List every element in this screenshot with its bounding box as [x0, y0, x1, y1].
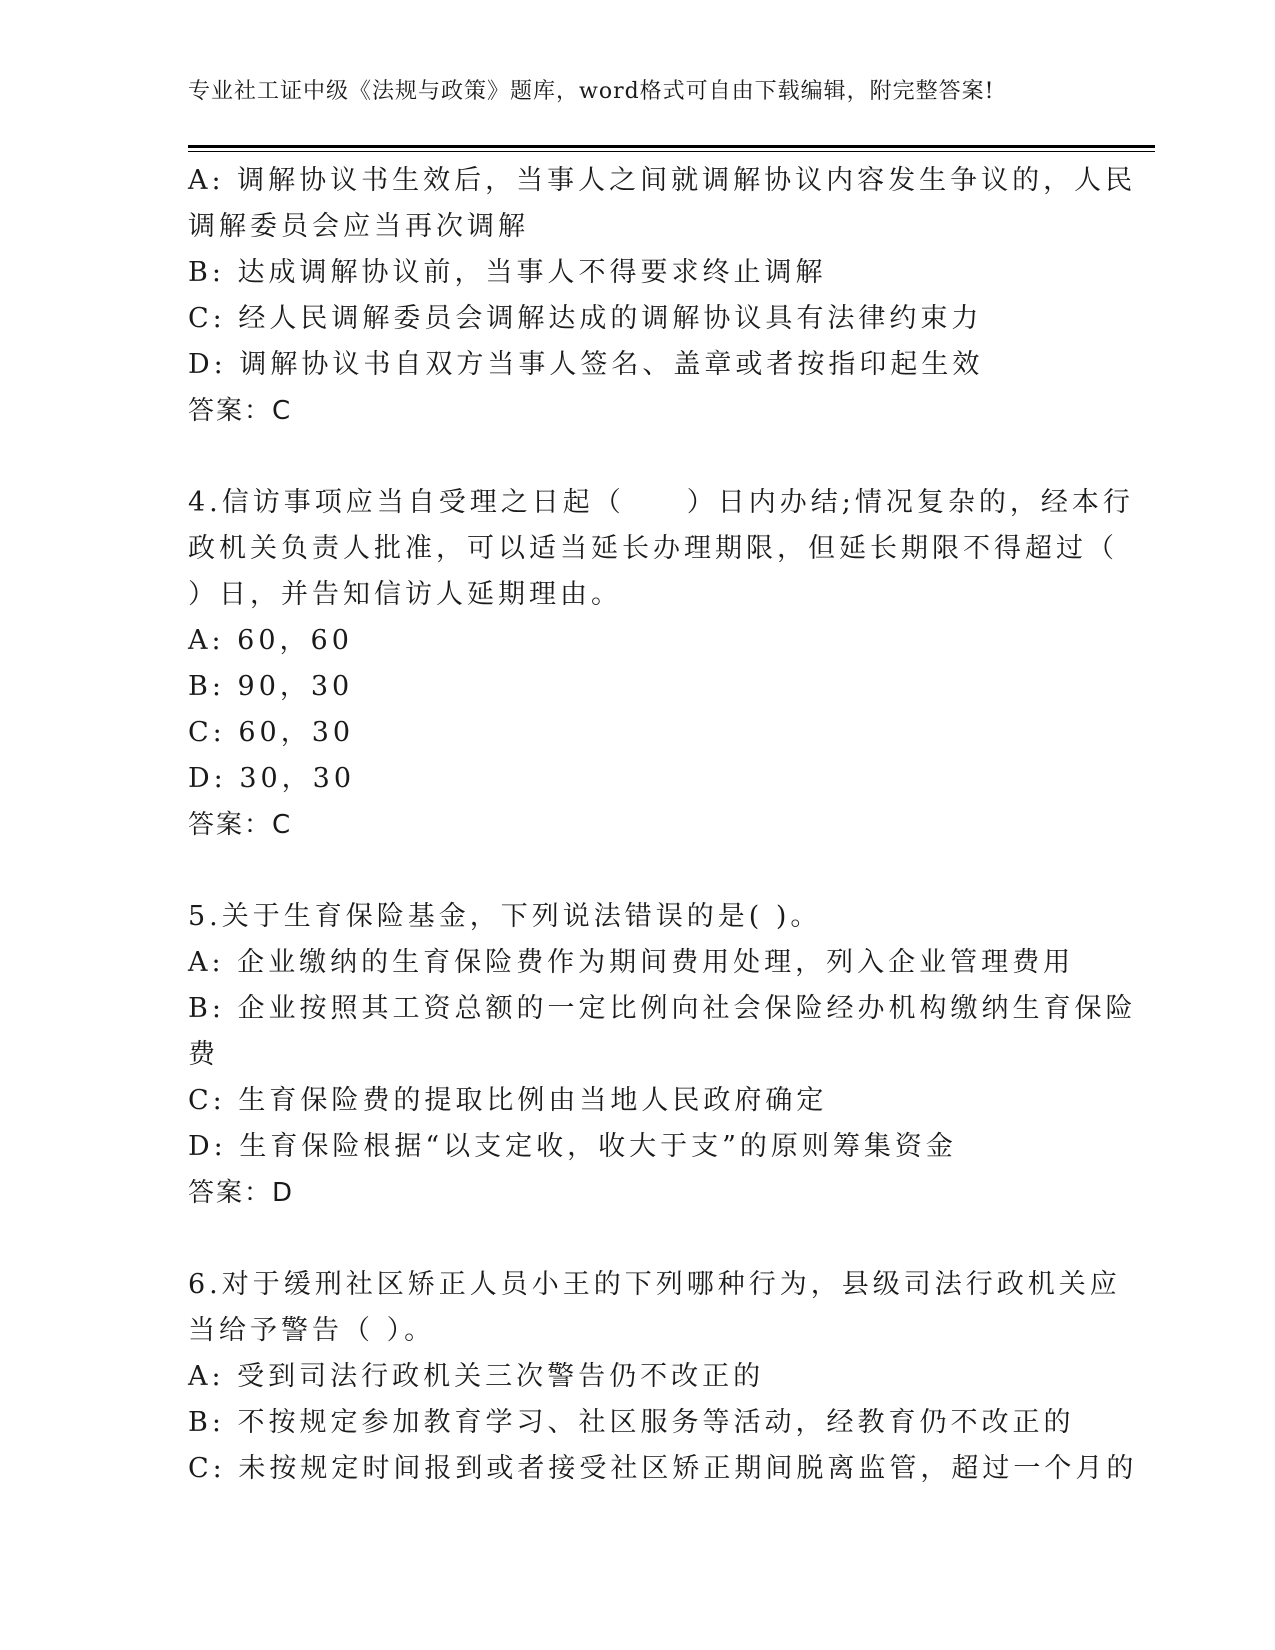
page-header: 专业社工证中级《法规与政策》题库，word格式可自由下载编辑，附完整答案!: [188, 79, 995, 104]
answer-line: 答案：C: [188, 810, 293, 840]
option-line: B: 企业按照其工资总额的一定比例向社会保险经办机构缴纳生育保险: [188, 993, 1137, 1024]
question-3: [188, 158, 1137, 434]
option-line: D: 生育保险根据“以支定收，收大于支”的原则筹集资金: [188, 1131, 957, 1162]
option-line: A: 企业缴纳的生育保险费作为期间费用处理，列入企业管理费用: [188, 947, 1075, 978]
option-line: A: 调解协议书生效后，当事人之间就调解协议内容发生争议的，人民: [188, 165, 1137, 196]
option-line: B: 90，30: [188, 671, 354, 702]
answer-line: 答案：C: [188, 396, 293, 426]
option-line: A: 60，60: [188, 625, 353, 656]
question-stem-line: 6.对于缓刑社区矫正人员小王的下列哪种行为，县级司法行政机关应: [188, 1269, 1121, 1300]
option-line: C: 60，30: [188, 717, 355, 748]
option-line: A: 受到司法行政机关三次警告仍不改正的: [188, 1361, 765, 1392]
question-4: [188, 480, 1134, 848]
option-line: 费: [188, 1039, 219, 1070]
header-rule-thick: [188, 145, 1155, 148]
option-line: B: 达成调解协议前，当事人不得要求终止调解: [188, 257, 827, 288]
question-5: [188, 894, 1137, 1216]
header-rule-thin: [188, 151, 1155, 152]
question-stem-line: 当给予警告（ ）。: [188, 1315, 436, 1346]
option-line: C: 生育保险费的提取比例由当地人民政府确定: [188, 1085, 828, 1116]
option-line: D: 调解协议书自双方当事人签名、盖章或者按指印起生效: [188, 349, 984, 380]
option-line: B: 不按规定参加教育学习、社区服务等活动，经教育仍不改正的: [188, 1407, 1075, 1438]
question-list: [188, 158, 1138, 1492]
option-line: C: 经人民调解委员会调解达成的调解协议具有法律约束力: [188, 303, 983, 334]
question-stem-line: ）日，并告知信访人延期理由。: [188, 579, 622, 610]
answer-line: 答案：D: [188, 1178, 295, 1208]
question-stem-line: 政机关负责人批准，可以适当延长办理期限，但延长期限不得超过（: [188, 533, 1118, 564]
option-line: C: 未按规定时间报到或者接受社区矫正期间脱离监管，超过一个月的: [188, 1453, 1138, 1484]
option-line: 调解委员会应当再次调解: [188, 211, 529, 242]
question-stem-line: 5.关于生育保险基金，下列说法错误的是( )。: [188, 901, 822, 932]
question-6: [188, 1262, 1138, 1492]
option-line: D: 30，30: [188, 763, 356, 794]
question-stem-line: 4.信访事项应当自受理之日起（ ）日内办结;情况复杂的，经本行: [188, 487, 1134, 518]
